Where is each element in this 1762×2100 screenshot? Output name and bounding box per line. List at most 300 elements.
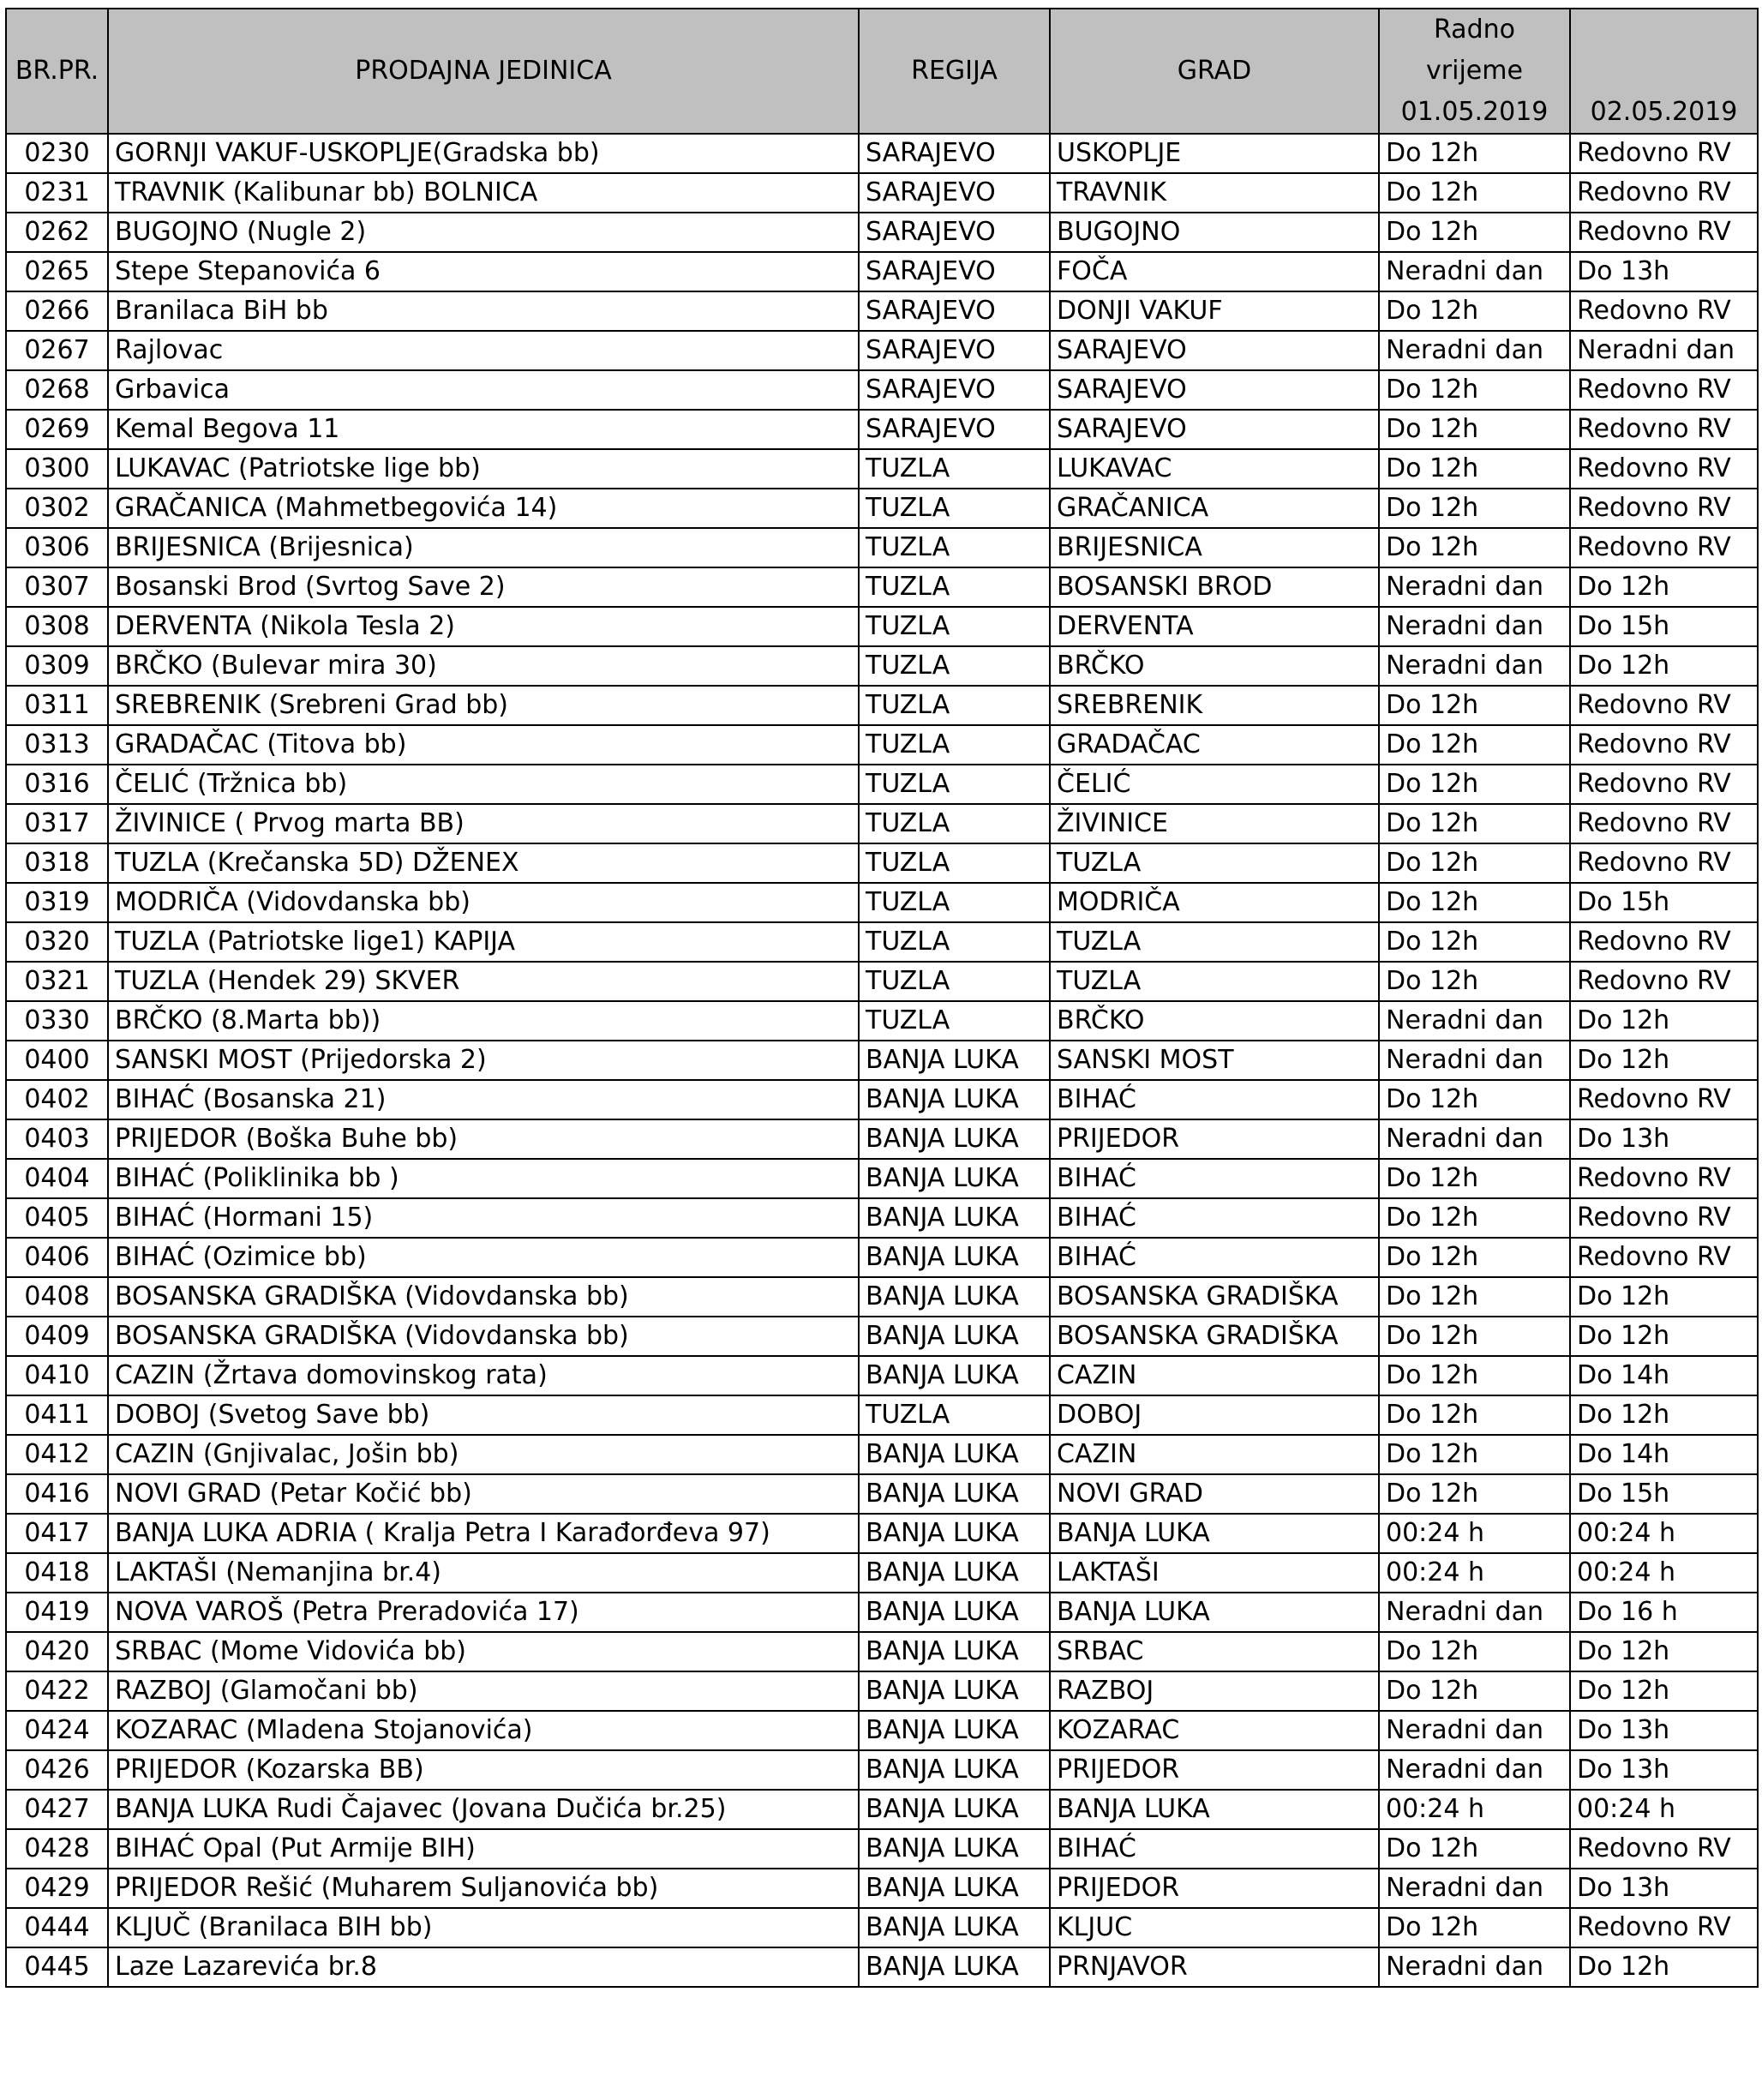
cell-regija[interactable]: BANJA LUKA	[859, 1947, 1050, 1987]
cell-regija[interactable]: BANJA LUKA	[859, 1238, 1050, 1277]
cell-grad[interactable]: KLJUC	[1050, 1908, 1379, 1947]
cell-prodajna-jedinica[interactable]: SANSKI MOST (Prijedorska 2)	[108, 1041, 859, 1080]
cell-date2-hours[interactable]: Do 12h	[1570, 1041, 1758, 1080]
cell-br-pr[interactable]: 0422	[6, 1671, 108, 1711]
cell-prodajna-jedinica[interactable]: LUKAVAC (Patriotske lige bb)	[108, 449, 859, 489]
cell-grad[interactable]: BANJA LUKA	[1050, 1514, 1379, 1553]
cell-prodajna-jedinica[interactable]: TUZLA (Patriotske lige1) KAPIJA	[108, 922, 859, 962]
cell-grad[interactable]: SREBRENIK	[1050, 686, 1379, 725]
cell-grad[interactable]: BANJA LUKA	[1050, 1790, 1379, 1829]
cell-regija[interactable]: BANJA LUKA	[859, 1080, 1050, 1119]
cell-prodajna-jedinica[interactable]: DERVENTA (Nikola Tesla 2)	[108, 607, 859, 646]
cell-date2-hours[interactable]: Redovno RV	[1570, 449, 1758, 489]
cell-date1-hours[interactable]: Do 12h	[1379, 410, 1570, 449]
cell-regija[interactable]: TUZLA	[859, 922, 1050, 962]
table-row	[6, 1001, 1758, 1041]
cell-date2-hours[interactable]: Redovno RV	[1570, 410, 1758, 449]
cell-regija[interactable]: SARAJEVO	[859, 410, 1050, 449]
cell-date1-hours[interactable]: Do 12h	[1379, 1159, 1570, 1198]
cell-date2-hours[interactable]: Redovno RV	[1570, 528, 1758, 567]
cell-grad[interactable]: GRAČANICA	[1050, 489, 1379, 528]
cell-date1-hours[interactable]: Do 12h	[1379, 922, 1570, 962]
cell-br-pr[interactable]: 0429	[6, 1869, 108, 1908]
cell-regija[interactable]: TUZLA	[859, 843, 1050, 883]
cell-br-pr[interactable]: 0307	[6, 567, 108, 607]
header-date2[interactable]	[1570, 9, 1758, 134]
cell-regija[interactable]: BANJA LUKA	[859, 1435, 1050, 1474]
cell-prodajna-jedinica[interactable]: Kemal Begova 11	[108, 410, 859, 449]
table-row	[6, 1790, 1758, 1829]
cell-regija[interactable]: SARAJEVO	[859, 173, 1050, 213]
cell-date2-hours[interactable]: Do 15h	[1570, 1474, 1758, 1514]
cell-date2-hours[interactable]: Redovno RV	[1570, 173, 1758, 213]
cell-date1-hours[interactable]: Do 12h	[1379, 1080, 1570, 1119]
cell-prodajna-jedinica[interactable]: BOSANSKA GRADIŠKA (Vidovdanska bb)	[108, 1277, 859, 1317]
cell-date1-hours[interactable]: Neradni dan	[1379, 1750, 1570, 1790]
cell-br-pr[interactable]: 0318	[6, 843, 108, 883]
cell-date1-hours[interactable]: Neradni dan	[1379, 646, 1570, 686]
cell-date1-hours[interactable]: Do 12h	[1379, 1317, 1570, 1356]
cell-prodajna-jedinica[interactable]: GRADAČAC (Titova bb)	[108, 725, 859, 765]
cell-date1-hours[interactable]: Do 12h	[1379, 765, 1570, 804]
cell-date2-hours[interactable]: Redovno RV	[1570, 804, 1758, 843]
cell-prodajna-jedinica[interactable]: KLJUČ (Branilaca BIH bb)	[108, 1908, 859, 1947]
cell-date2-hours[interactable]: Do 14h	[1570, 1356, 1758, 1395]
cell-prodajna-jedinica[interactable]: GRAČANICA (Mahmetbegovića 14)	[108, 489, 859, 528]
cell-grad[interactable]: SANSKI MOST	[1050, 1041, 1379, 1080]
cell-date2-hours[interactable]: 00:24 h	[1570, 1790, 1758, 1829]
cell-date1-hours[interactable]: Neradni dan	[1379, 1119, 1570, 1159]
cell-grad[interactable]: KOZARAC	[1050, 1711, 1379, 1750]
cell-date2-hours[interactable]: Redovno RV	[1570, 686, 1758, 725]
store-hours-table	[5, 8, 1759, 1988]
cell-grad[interactable]: TUZLA	[1050, 962, 1379, 1001]
cell-br-pr[interactable]: 0405	[6, 1198, 108, 1238]
cell-regija[interactable]: BANJA LUKA	[859, 1317, 1050, 1356]
cell-date1-hours[interactable]: Do 12h	[1379, 1435, 1570, 1474]
cell-prodajna-jedinica[interactable]: PRIJEDOR (Boška Buhe bb)	[108, 1119, 859, 1159]
cell-br-pr[interactable]: 0424	[6, 1711, 108, 1750]
cell-date2-hours[interactable]: Do 15h	[1570, 607, 1758, 646]
cell-br-pr[interactable]: 0311	[6, 686, 108, 725]
cell-date2-hours[interactable]: 00:24 h	[1570, 1514, 1758, 1553]
cell-br-pr[interactable]: 0317	[6, 804, 108, 843]
cell-br-pr[interactable]: 0400	[6, 1041, 108, 1080]
cell-regija[interactable]: SARAJEVO	[859, 213, 1050, 252]
cell-br-pr[interactable]: 0313	[6, 725, 108, 765]
cell-grad[interactable]: TRAVNIK	[1050, 173, 1379, 213]
cell-br-pr[interactable]: 0300	[6, 449, 108, 489]
cell-regija[interactable]: TUZLA	[859, 962, 1050, 1001]
cell-date2-hours[interactable]: Do 12h	[1570, 1001, 1758, 1041]
cell-prodajna-jedinica[interactable]: Branilaca BiH bb	[108, 291, 859, 331]
cell-regija[interactable]: TUZLA	[859, 725, 1050, 765]
cell-prodajna-jedinica[interactable]: Grbavica	[108, 370, 859, 410]
cell-br-pr[interactable]: 0420	[6, 1632, 108, 1671]
cell-date1-hours[interactable]: Neradni dan	[1379, 1869, 1570, 1908]
table-row	[6, 173, 1758, 213]
cell-prodajna-jedinica[interactable]: Bosanski Brod (Svrtog Save 2)	[108, 567, 859, 607]
cell-grad[interactable]: PRNJAVOR	[1050, 1947, 1379, 1987]
cell-date1-hours[interactable]: Do 12h	[1379, 725, 1570, 765]
cell-date2-hours[interactable]: Do 12h	[1570, 567, 1758, 607]
cell-date2-hours[interactable]: Do 12h	[1570, 1947, 1758, 1987]
cell-grad[interactable]: USKOPLJE	[1050, 134, 1379, 173]
header-grad[interactable]: GRAD	[1050, 9, 1379, 134]
cell-date1-hours[interactable]: Do 12h	[1379, 1908, 1570, 1947]
cell-regija[interactable]: TUZLA	[859, 607, 1050, 646]
table-row	[6, 410, 1758, 449]
cell-br-pr[interactable]: 0302	[6, 489, 108, 528]
cell-date1-hours[interactable]: Do 12h	[1379, 291, 1570, 331]
cell-br-pr[interactable]: 0267	[6, 331, 108, 370]
cell-date1-hours[interactable]: 00:24 h	[1379, 1553, 1570, 1593]
cell-prodajna-jedinica[interactable]: PRIJEDOR (Kozarska BB)	[108, 1750, 859, 1790]
cell-br-pr[interactable]: 0419	[6, 1593, 108, 1632]
cell-br-pr[interactable]: 0416	[6, 1474, 108, 1514]
header-regija[interactable]: REGIJA	[859, 9, 1050, 134]
cell-date2-hours[interactable]: Do 12h	[1570, 646, 1758, 686]
cell-date2-hours[interactable]: 00:24 h	[1570, 1553, 1758, 1593]
cell-grad[interactable]: SRBAC	[1050, 1632, 1379, 1671]
cell-date2-hours[interactable]: Redovno RV	[1570, 213, 1758, 252]
cell-regija[interactable]: BANJA LUKA	[859, 1593, 1050, 1632]
cell-prodajna-jedinica[interactable]: BIHAĆ Opal (Put Armije BIH)	[108, 1829, 859, 1869]
cell-grad[interactable]: BOSANSKI BROD	[1050, 567, 1379, 607]
cell-date2-hours[interactable]: Do 12h	[1570, 1632, 1758, 1671]
cell-date1-hours[interactable]: Do 12h	[1379, 1356, 1570, 1395]
cell-br-pr[interactable]: 0418	[6, 1553, 108, 1593]
cell-br-pr[interactable]: 0269	[6, 410, 108, 449]
cell-date1-hours[interactable]: Do 12h	[1379, 173, 1570, 213]
cell-grad[interactable]: BUGOJNO	[1050, 213, 1379, 252]
cell-br-pr[interactable]: 0262	[6, 213, 108, 252]
cell-br-pr[interactable]: 0428	[6, 1829, 108, 1869]
cell-date1-hours[interactable]: Do 12h	[1379, 1671, 1570, 1711]
cell-regija[interactable]: SARAJEVO	[859, 252, 1050, 291]
cell-prodajna-jedinica[interactable]: NOVI GRAD (Petar Kočić bb)	[108, 1474, 859, 1514]
cell-regija[interactable]: SARAJEVO	[859, 134, 1050, 173]
cell-prodajna-jedinica[interactable]: Laze Lazarevića br.8	[108, 1947, 859, 1987]
cell-prodajna-jedinica[interactable]: BIHAĆ (Hormani 15)	[108, 1198, 859, 1238]
cell-regija[interactable]: BANJA LUKA	[859, 1356, 1050, 1395]
cell-grad[interactable]: SARAJEVO	[1050, 331, 1379, 370]
cell-grad[interactable]: PRIJEDOR	[1050, 1119, 1379, 1159]
cell-grad[interactable]: BRČKO	[1050, 646, 1379, 686]
cell-prodajna-jedinica[interactable]: SREBRENIK (Srebreni Grad bb)	[108, 686, 859, 725]
cell-grad[interactable]: BOSANSKA GRADIŠKA	[1050, 1317, 1379, 1356]
cell-grad[interactable]: CAZIN	[1050, 1435, 1379, 1474]
cell-date1-hours[interactable]: Do 12h	[1379, 1395, 1570, 1435]
cell-br-pr[interactable]: 0412	[6, 1435, 108, 1474]
cell-prodajna-jedinica[interactable]: BRIJESNICA (Brijesnica)	[108, 528, 859, 567]
cell-date1-hours[interactable]: Do 12h	[1379, 962, 1570, 1001]
cell-date2-hours[interactable]: Neradni dan	[1570, 331, 1758, 370]
cell-br-pr[interactable]: 0408	[6, 1277, 108, 1317]
cell-prodajna-jedinica[interactable]: BUGOJNO (Nugle 2)	[108, 213, 859, 252]
cell-date2-hours[interactable]: Do 12h	[1570, 1277, 1758, 1317]
cell-br-pr[interactable]: 0306	[6, 528, 108, 567]
cell-date1-hours[interactable]: Do 12h	[1379, 449, 1570, 489]
cell-regija[interactable]: TUZLA	[859, 883, 1050, 922]
cell-prodajna-jedinica[interactable]: ČELIĆ (Tržnica bb)	[108, 765, 859, 804]
cell-grad[interactable]: FOČA	[1050, 252, 1379, 291]
cell-regija[interactable]: BANJA LUKA	[859, 1711, 1050, 1750]
cell-br-pr[interactable]: 0445	[6, 1947, 108, 1987]
cell-date1-hours[interactable]: Do 12h	[1379, 1474, 1570, 1514]
cell-br-pr[interactable]: 0268	[6, 370, 108, 410]
header-row	[6, 9, 1758, 134]
cell-regija[interactable]: BANJA LUKA	[859, 1750, 1050, 1790]
cell-regija[interactable]: BANJA LUKA	[859, 1198, 1050, 1238]
cell-date1-hours[interactable]: Neradni dan	[1379, 567, 1570, 607]
cell-regija[interactable]: TUZLA	[859, 765, 1050, 804]
cell-date2-hours[interactable]: Redovno RV	[1570, 1829, 1758, 1869]
cell-br-pr[interactable]: 0406	[6, 1238, 108, 1277]
cell-date2-hours[interactable]: Do 12h	[1570, 1395, 1758, 1435]
cell-grad[interactable]: ČELIĆ	[1050, 765, 1379, 804]
cell-br-pr[interactable]: 0230	[6, 134, 108, 173]
cell-prodajna-jedinica[interactable]: NOVA VAROŠ (Petra Preradovića 17)	[108, 1593, 859, 1632]
cell-grad[interactable]: CAZIN	[1050, 1356, 1379, 1395]
cell-regija[interactable]: SARAJEVO	[859, 331, 1050, 370]
cell-regija[interactable]: BANJA LUKA	[859, 1829, 1050, 1869]
cell-prodajna-jedinica[interactable]: CAZIN (Gnjivalac, Jošin bb)	[108, 1435, 859, 1474]
cell-regija[interactable]: TUZLA	[859, 449, 1050, 489]
cell-br-pr[interactable]: 0404	[6, 1159, 108, 1198]
cell-date1-hours[interactable]: Do 12h	[1379, 804, 1570, 843]
cell-regija[interactable]: BANJA LUKA	[859, 1474, 1050, 1514]
cell-br-pr[interactable]: 0426	[6, 1750, 108, 1790]
cell-date2-hours[interactable]: Redovno RV	[1570, 291, 1758, 331]
cell-prodajna-jedinica[interactable]: BIHAĆ (Poliklinika bb )	[108, 1159, 859, 1198]
cell-grad[interactable]: DOBOJ	[1050, 1395, 1379, 1435]
cell-prodajna-jedinica[interactable]: BANJA LUKA ADRIA ( Kralja Petra I Karađorđeva 97)	[108, 1514, 859, 1553]
cell-grad[interactable]: MODRIČA	[1050, 883, 1379, 922]
cell-prodajna-jedinica[interactable]: Rajlovac	[108, 331, 859, 370]
cell-br-pr[interactable]: 0410	[6, 1356, 108, 1395]
cell-regija[interactable]: SARAJEVO	[859, 291, 1050, 331]
cell-prodajna-jedinica[interactable]: BIHAĆ (Bosanska 21)	[108, 1080, 859, 1119]
cell-prodajna-jedinica[interactable]: BOSANSKA GRADIŠKA (Vidovdanska bb)	[108, 1317, 859, 1356]
cell-grad[interactable]: PRIJEDOR	[1050, 1869, 1379, 1908]
table-row	[6, 962, 1758, 1001]
header-date1: 01.05.2019	[1400, 97, 1549, 127]
cell-br-pr[interactable]: 0265	[6, 252, 108, 291]
cell-regija[interactable]: BANJA LUKA	[859, 1277, 1050, 1317]
cell-date2-hours[interactable]: Redovno RV	[1570, 1908, 1758, 1947]
cell-grad[interactable]: BRČKO	[1050, 1001, 1379, 1041]
cell-date1-hours[interactable]: Do 12h	[1379, 686, 1570, 725]
cell-date2-hours[interactable]: Do 13h	[1570, 1119, 1758, 1159]
cell-grad[interactable]: BIHAĆ	[1050, 1159, 1379, 1198]
cell-date2-hours[interactable]: Do 13h	[1570, 1750, 1758, 1790]
cell-date2-hours[interactable]: Do 13h	[1570, 252, 1758, 291]
cell-regija[interactable]: BANJA LUKA	[859, 1869, 1050, 1908]
cell-br-pr[interactable]: 0309	[6, 646, 108, 686]
cell-regija[interactable]: BANJA LUKA	[859, 1553, 1050, 1593]
cell-date2-hours[interactable]: Redovno RV	[1570, 1198, 1758, 1238]
cell-grad[interactable]: BANJA LUKA	[1050, 1593, 1379, 1632]
cell-regija[interactable]: TUZLA	[859, 646, 1050, 686]
cell-br-pr[interactable]: 0321	[6, 962, 108, 1001]
cell-br-pr[interactable]: 0403	[6, 1119, 108, 1159]
cell-br-pr[interactable]: 0266	[6, 291, 108, 331]
cell-date1-hours[interactable]: Neradni dan	[1379, 607, 1570, 646]
cell-br-pr[interactable]: 0231	[6, 173, 108, 213]
cell-grad[interactable]: TUZLA	[1050, 922, 1379, 962]
cell-prodajna-jedinica[interactable]: DOBOJ (Svetog Save bb)	[108, 1395, 859, 1435]
cell-date1-hours[interactable]: 00:24 h	[1379, 1514, 1570, 1553]
cell-grad[interactable]: DERVENTA	[1050, 607, 1379, 646]
cell-grad[interactable]: BIHAĆ	[1050, 1080, 1379, 1119]
cell-prodajna-jedinica[interactable]: TUZLA (Krečanska 5D) DŽENEX	[108, 843, 859, 883]
cell-br-pr[interactable]: 0308	[6, 607, 108, 646]
cell-date1-hours[interactable]: Do 12h	[1379, 1198, 1570, 1238]
cell-date2-hours[interactable]: Redovno RV	[1570, 922, 1758, 962]
cell-grad[interactable]: SARAJEVO	[1050, 410, 1379, 449]
cell-br-pr[interactable]: 0409	[6, 1317, 108, 1356]
cell-grad[interactable]: PRIJEDOR	[1050, 1750, 1379, 1790]
cell-prodajna-jedinica[interactable]: SRBAC (Mome Vidovića bb)	[108, 1632, 859, 1671]
cell-date1-hours[interactable]: Do 12h	[1379, 1632, 1570, 1671]
cell-prodajna-jedinica[interactable]: PRIJEDOR Rešić (Muharem Suljanovića bb)	[108, 1869, 859, 1908]
cell-date1-hours[interactable]: Do 12h	[1379, 134, 1570, 173]
cell-regija[interactable]: BANJA LUKA	[859, 1908, 1050, 1947]
cell-date1-hours[interactable]: Do 12h	[1379, 883, 1570, 922]
cell-prodajna-jedinica[interactable]: RAZBOJ (Glamočani bb)	[108, 1671, 859, 1711]
cell-br-pr[interactable]: 0402	[6, 1080, 108, 1119]
cell-br-pr[interactable]: 0320	[6, 922, 108, 962]
cell-grad[interactable]: DONJI VAKUF	[1050, 291, 1379, 331]
cell-date2-hours[interactable]: Redovno RV	[1570, 765, 1758, 804]
table-row	[6, 1593, 1758, 1632]
table-row	[6, 1395, 1758, 1435]
cell-date2-hours[interactable]: Do 12h	[1570, 1671, 1758, 1711]
cell-prodajna-jedinica[interactable]: BIHAĆ (Ozimice bb)	[108, 1238, 859, 1277]
cell-regija[interactable]: BANJA LUKA	[859, 1671, 1050, 1711]
cell-date2-hours[interactable]: Do 13h	[1570, 1869, 1758, 1908]
cell-br-pr[interactable]: 0427	[6, 1790, 108, 1829]
cell-date2-hours[interactable]: Do 16 h	[1570, 1593, 1758, 1632]
cell-regija[interactable]: BANJA LUKA	[859, 1514, 1050, 1553]
cell-regija[interactable]: TUZLA	[859, 489, 1050, 528]
cell-date1-hours[interactable]: Do 12h	[1379, 528, 1570, 567]
cell-date2-hours[interactable]: Redovno RV	[1570, 489, 1758, 528]
cell-prodajna-jedinica[interactable]: KOZARAC (Mladena Stojanovića)	[108, 1711, 859, 1750]
header-vrijeme-line: vrijeme	[1426, 56, 1523, 86]
cell-grad[interactable]: BRIJESNICA	[1050, 528, 1379, 567]
cell-grad[interactable]: BIHAĆ	[1050, 1198, 1379, 1238]
cell-regija[interactable]: BANJA LUKA	[859, 1041, 1050, 1080]
cell-date1-hours[interactable]: Neradni dan	[1379, 1001, 1570, 1041]
cell-grad[interactable]: BOSANSKA GRADIŠKA	[1050, 1277, 1379, 1317]
cell-grad[interactable]: SARAJEVO	[1050, 370, 1379, 410]
cell-br-pr[interactable]: 0330	[6, 1001, 108, 1041]
cell-date2-hours[interactable]: Redovno RV	[1570, 134, 1758, 173]
cell-regija[interactable]: BANJA LUKA	[859, 1790, 1050, 1829]
cell-date1-hours[interactable]: Neradni dan	[1379, 1711, 1570, 1750]
cell-grad[interactable]: BIHAĆ	[1050, 1829, 1379, 1869]
cell-prodajna-jedinica[interactable]: BRČKO (8.Marta bb))	[108, 1001, 859, 1041]
cell-br-pr[interactable]: 0319	[6, 883, 108, 922]
header-prodajna-jedinica[interactable]: PRODAJNA JEDINICA	[108, 9, 859, 134]
cell-date1-hours[interactable]: Neradni dan	[1379, 252, 1570, 291]
cell-regija[interactable]: BANJA LUKA	[859, 1159, 1050, 1198]
cell-prodajna-jedinica[interactable]: Stepe Stepanovića 6	[108, 252, 859, 291]
cell-br-pr[interactable]: 0316	[6, 765, 108, 804]
cell-regija[interactable]: TUZLA	[859, 686, 1050, 725]
cell-grad[interactable]: LUKAVAC	[1050, 449, 1379, 489]
cell-date1-hours[interactable]: 00:24 h	[1379, 1790, 1570, 1829]
cell-date1-hours[interactable]: Neradni dan	[1379, 1593, 1570, 1632]
cell-prodajna-jedinica[interactable]: TUZLA (Hendek 29) SKVER	[108, 962, 859, 1001]
cell-date2-hours[interactable]: Do 12h	[1570, 1317, 1758, 1356]
cell-br-pr[interactable]: 0444	[6, 1908, 108, 1947]
cell-grad[interactable]: GRADAČAC	[1050, 725, 1379, 765]
header-radno-vrijeme-date1[interactable]	[1379, 9, 1570, 134]
cell-prodajna-jedinica[interactable]: BRČKO (Bulevar mira 30)	[108, 646, 859, 686]
cell-date2-hours[interactable]: Redovno RV	[1570, 962, 1758, 1001]
cell-date1-hours[interactable]: Do 12h	[1379, 213, 1570, 252]
cell-date1-hours[interactable]: Do 12h	[1379, 1829, 1570, 1869]
cell-date2-hours[interactable]: Redovno RV	[1570, 725, 1758, 765]
cell-prodajna-jedinica[interactable]: LAKTAŠI (Nemanjina br.4)	[108, 1553, 859, 1593]
cell-regija[interactable]: SARAJEVO	[859, 370, 1050, 410]
cell-grad[interactable]: TUZLA	[1050, 843, 1379, 883]
cell-prodajna-jedinica[interactable]: GORNJI VAKUF-USKOPLJE(Gradska bb)	[108, 134, 859, 173]
cell-regija[interactable]: BANJA LUKA	[859, 1119, 1050, 1159]
cell-br-pr[interactable]: 0417	[6, 1514, 108, 1553]
cell-date2-hours[interactable]: Redovno RV	[1570, 1159, 1758, 1198]
cell-prodajna-jedinica[interactable]: BANJA LUKA Rudi Čajavec (Jovana Dučića br.25)	[108, 1790, 859, 1829]
cell-regija[interactable]: BANJA LUKA	[859, 1632, 1050, 1671]
cell-date2-hours[interactable]: Redovno RV	[1570, 843, 1758, 883]
cell-date1-hours[interactable]: Do 12h	[1379, 370, 1570, 410]
cell-prodajna-jedinica[interactable]: ŽIVINICE ( Prvog marta BB)	[108, 804, 859, 843]
header-br-pr[interactable]: BR.PR.	[6, 9, 108, 134]
cell-date2-hours[interactable]: Do 14h	[1570, 1435, 1758, 1474]
cell-grad[interactable]: BIHAĆ	[1050, 1238, 1379, 1277]
cell-prodajna-jedinica[interactable]: MODRIČA (Vidovdanska bb)	[108, 883, 859, 922]
cell-prodajna-jedinica[interactable]: CAZIN (Žrtava domovinskog rata)	[108, 1356, 859, 1395]
cell-regija[interactable]: TUZLA	[859, 528, 1050, 567]
cell-regija[interactable]: TUZLA	[859, 1001, 1050, 1041]
cell-date1-hours[interactable]: Do 12h	[1379, 843, 1570, 883]
cell-grad[interactable]: ŽIVINICE	[1050, 804, 1379, 843]
cell-date1-hours[interactable]: Neradni dan	[1379, 1947, 1570, 1987]
cell-date2-hours[interactable]: Do 15h	[1570, 883, 1758, 922]
cell-br-pr[interactable]: 0411	[6, 1395, 108, 1435]
cell-date2-hours[interactable]: Redovno RV	[1570, 1080, 1758, 1119]
cell-date2-hours[interactable]: Redovno RV	[1570, 1238, 1758, 1277]
cell-prodajna-jedinica[interactable]: TRAVNIK (Kalibunar bb) BOLNICA	[108, 173, 859, 213]
cell-regija[interactable]: TUZLA	[859, 804, 1050, 843]
cell-date2-hours[interactable]: Redovno RV	[1570, 370, 1758, 410]
cell-date2-hours[interactable]: Do 13h	[1570, 1711, 1758, 1750]
cell-regija[interactable]: TUZLA	[859, 1395, 1050, 1435]
cell-date1-hours[interactable]: Neradni dan	[1379, 331, 1570, 370]
cell-grad[interactable]: NOVI GRAD	[1050, 1474, 1379, 1514]
cell-date1-hours[interactable]: Neradni dan	[1379, 1041, 1570, 1080]
cell-grad[interactable]: LAKTAŠI	[1050, 1553, 1379, 1593]
cell-regija[interactable]: TUZLA	[859, 567, 1050, 607]
table-row	[6, 1829, 1758, 1869]
cell-date1-hours[interactable]: Do 12h	[1379, 1238, 1570, 1277]
cell-date1-hours[interactable]: Do 12h	[1379, 1277, 1570, 1317]
cell-date1-hours[interactable]: Do 12h	[1379, 489, 1570, 528]
cell-grad[interactable]: RAZBOJ	[1050, 1671, 1379, 1711]
